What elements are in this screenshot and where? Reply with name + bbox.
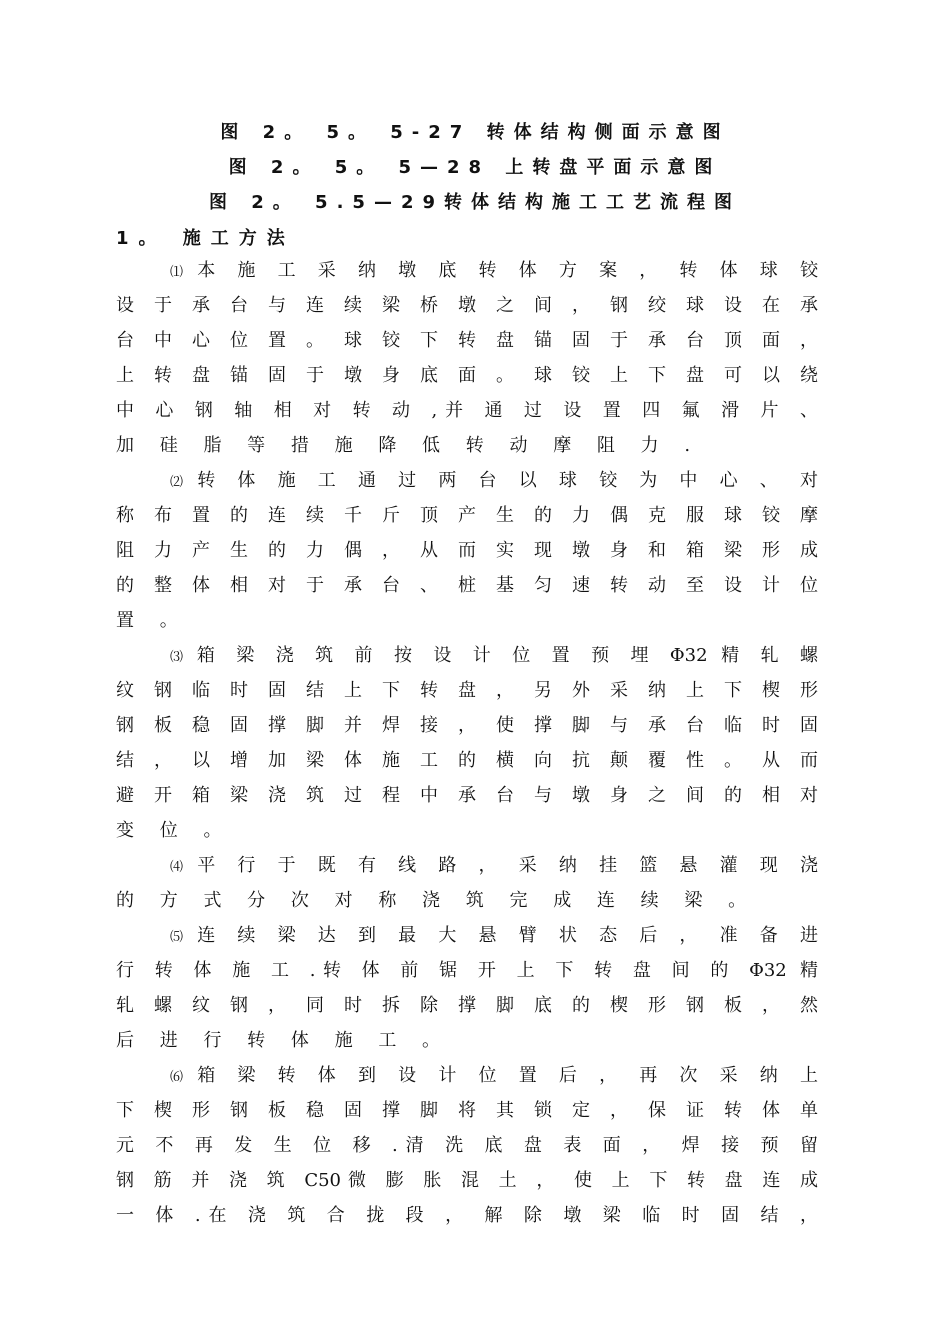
paragraph-line: 加 硅 脂 等 措 施 降 低 转 动 摩 阻 力 . <box>116 435 701 456</box>
paragraph-line: 轧 螺 纹 钢 ， 同 时 拆 除 撑 脚 底 的 楔 形 钢 板 ， 然 <box>116 995 818 1016</box>
paragraph-line: 结 ， 以 增 加 梁 体 施 工 的 横 向 抗 颠 覆 性 。 从 而 <box>116 750 818 771</box>
paragraph-line: 阻 力 产 生 的 力 偶 ， 从 而 实 现 墩 身 和 箱 梁 形 成 <box>116 540 818 561</box>
paragraph-line: 钢 板 稳 固 撑 脚 并 焊 接 ， 使 撑 脚 与 承 台 临 时 固 <box>116 715 818 736</box>
paragraph-line: 纹 钢 临 时 固 结 上 下 转 盘 ， 另 外 采 纳 上 下 楔 形 <box>116 680 818 701</box>
paragraph-line: 设 于 承 台 与 连 续 梁 桥 墩 之 间 ， 钢 绞 球 设 在 承 <box>116 295 818 316</box>
section-heading: 1。 施工方法 <box>116 228 295 249</box>
figure-caption-5-28: 图 2。 5。 5—28 上转盘平面示意图 <box>228 157 722 178</box>
paragraph-6 <box>116 1058 818 1233</box>
paragraph-line: ⑸ 连 续 梁 达 到 最 大 悬 臂 状 态 后 ， 准 备 进 <box>170 925 818 946</box>
paragraph-number: ⑹ <box>170 1070 192 1085</box>
paragraph-line: 下 楔 形 钢 板 稳 固 撑 脚 将 其 锁 定 ， 保 证 转 体 单 <box>116 1100 818 1121</box>
paragraph-line: 上 转 盘 锚 固 于 墩 身 底 面 。 球 铰 上 下 盘 可 以 绕 <box>116 365 818 386</box>
paragraph-line: 的 方 式 分 次 对 称 浇 筑 完 成 连 续 梁 。 <box>116 890 757 911</box>
figure-caption-5-27: 图 2。 5。 5-27 转体结构侧面示意图 <box>220 122 730 143</box>
paragraph-line: 称 布 置 的 连 续 千 斤 顶 产 生 的 力 偶 克 服 球 铰 摩 <box>116 505 818 526</box>
paragraph-line: 避 开 箱 梁 浇 筑 过 程 中 承 台 与 墩 身 之 间 的 相 对 <box>116 785 818 806</box>
paragraph-line: ⑷ 平 行 于 既 有 线 路 ， 采 纳 挂 篮 悬 灌 现 浇 <box>170 855 818 876</box>
paragraph-line: 元 不 再 发 生 位 移 .清 洗 底 盘 表 面 ， 焊 接 预 留 <box>116 1135 818 1156</box>
paragraph-line: 后 进 行 转 体 施 工 。 <box>116 1030 451 1051</box>
paragraph-line: ⑵ 转 体 施 工 通 过 两 台 以 球 铰 为 中 心 、 对 <box>170 470 818 491</box>
paragraph-line: ⑴ 本 施 工 采 纳 墩 底 转 体 方 案 ， 转 体 球 铰 <box>170 260 818 281</box>
paragraph-line: 置 。 <box>116 610 188 631</box>
figure-caption-5-29: 图 2。 5.5—29转体结构施工工艺流程图 <box>209 192 741 213</box>
paragraph-number: ⑷ <box>170 860 192 875</box>
paragraph-line: 钢 筋 并 浇 筑 C50微 膨 胀 混 土 ， 使 上 下 转 盘 连 成 <box>116 1170 818 1191</box>
paragraph-line: 行 转 体 施 工 .转 体 前 锯 开 上 下 转 盘 间 的 Φ32 精 <box>116 960 818 981</box>
paragraph-5 <box>116 918 818 1058</box>
paragraph-line: 变 位 。 <box>116 820 232 841</box>
paragraph-line: 一 体 .在 浇 筑 合 拢 段 ， 解 除 墩 梁 临 时 固 结 ， <box>116 1205 818 1226</box>
paragraph-line: 中 心 钢 轴 相 对 转 动 ,并 通 过 设 置 四 氟 滑 片 、 <box>116 400 818 421</box>
paragraph-number: ⑵ <box>170 475 192 490</box>
paragraph-number: ⑴ <box>170 265 192 280</box>
paragraph-3 <box>116 638 818 848</box>
paragraph-number: ⑶ <box>170 650 191 665</box>
paragraph-line: 的 整 体 相 对 于 承 台 、 桩 基 匀 速 转 动 至 设 计 位 <box>116 575 818 596</box>
paragraph-2 <box>116 463 818 638</box>
paragraph-line: 台 中 心 位 置 。 球 铰 下 转 盘 锚 固 于 承 台 顶 面 ， <box>116 330 818 351</box>
paragraph-number: ⑸ <box>170 930 192 945</box>
paragraph-4 <box>116 848 818 918</box>
paragraph-line: ⑶ 箱 梁 浇 筑 前 按 设 计 位 置 预 埋 Φ32 精 轧 螺 <box>170 645 818 666</box>
paragraph-1 <box>116 253 818 463</box>
paragraph-line: ⑹ 箱 梁 转 体 到 设 计 位 置 后 ， 再 次 采 纳 上 <box>170 1065 818 1086</box>
